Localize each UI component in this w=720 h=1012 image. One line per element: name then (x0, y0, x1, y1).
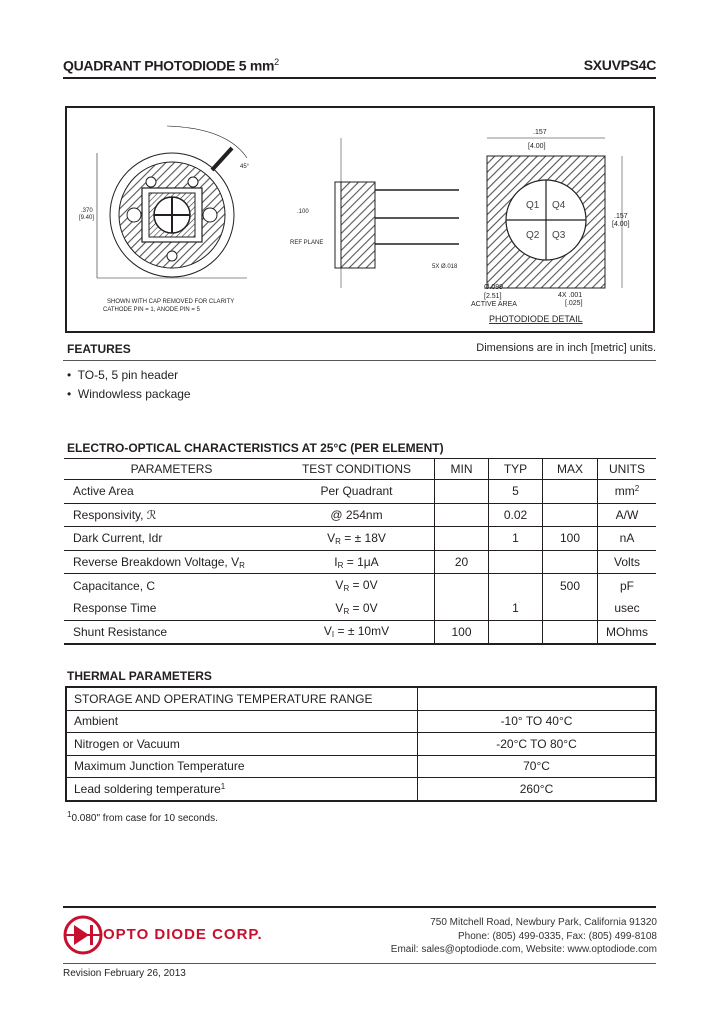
col-units: UNITS (598, 459, 657, 480)
gap-dim: 4X .001 (558, 292, 583, 299)
table-row: Response Time $V_R = 0V$ 1 usec (64, 597, 656, 620)
table-row: Capacitance, C $V_R = 0V$ 500 pF (64, 574, 656, 597)
col-test-conditions: TEST CONDITIONS (279, 459, 435, 480)
thermal-heading: THERMAL PARAMETERS (67, 669, 212, 683)
revision: Revision February 26, 2013 (63, 968, 186, 979)
mechanical-drawing (65, 106, 655, 333)
table-header-row: STORAGE AND OPERATING TEMPERATURE RANGE (66, 687, 656, 710)
company-address: 750 Mitchell Road, Newbury Park, California 91320 (430, 917, 657, 928)
company-phone: Phone: (805) 499-0335, Fax: (805) 499-8108 (457, 930, 657, 942)
photodiode-detail (471, 129, 630, 324)
features-rule (63, 360, 656, 361)
col-max: MAX (543, 459, 598, 480)
thermal-footnote: $^1$0.080" from case for 10 seconds. (67, 810, 218, 824)
quadrant-q3: Q3 (552, 230, 566, 241)
diode-logo-icon (63, 915, 103, 955)
dim-left-1: .370 (81, 208, 93, 214)
quadrant-q2: Q2 (526, 230, 540, 241)
active-dim: Ø.099 (484, 284, 504, 291)
table-row: Maximum Junction Temperature 70°C (66, 755, 656, 778)
eo-table (64, 458, 656, 645)
detail-caption: PHOTODIODE DETAIL (489, 314, 583, 324)
dimensions-note: Dimensions are in inch [metric] units. (476, 342, 656, 354)
thermal-table (65, 686, 657, 802)
lead-label: 5X Ø.018 (432, 264, 458, 270)
ref-plane-label: REF PLANE (290, 240, 324, 246)
company-email: Email: sales@optodiode.com, Website: www.optodiode.com (390, 944, 657, 955)
table-row: Shunt Resistance $V_I$ = ± 10mV 100 MOhms (64, 620, 656, 644)
document-title: QUADRANT PHOTODIODE 5 $mm^2$ (63, 57, 279, 74)
active-dim-metric: [2.51] (484, 293, 502, 300)
detail-height-metric: [4.00] (612, 221, 630, 228)
company-logo (63, 915, 273, 955)
feature-item: • TO-5, 5 pin header (67, 368, 179, 382)
table-row: Nitrogen or Vacuum -20°C TO 80°C (66, 733, 656, 756)
table-row: Lead soldering temperature$^1$ 260°C (66, 778, 656, 801)
dim-angle: 45° (240, 164, 250, 170)
company-address-block (391, 916, 657, 957)
col-typ: TYP (489, 459, 543, 480)
dim-side: .100 (297, 209, 309, 215)
revision-rule (63, 963, 656, 964)
header-rule (63, 77, 656, 79)
feature-item: • Windowless package (67, 387, 191, 401)
detail-width-metric: [4.00] (528, 143, 546, 150)
side-view (290, 138, 459, 288)
dim-left-2: [9.40] (79, 215, 95, 221)
pin-note-1: SHOWN WITH CAP REMOVED FOR CLARITY (107, 299, 235, 305)
table-row: Ambient -10° TO 40°C (66, 710, 656, 733)
active-area-label: ACTIVE AREA (471, 301, 517, 308)
quadrant-q1: Q1 (526, 200, 540, 211)
table-row: Reverse Breakdown Voltage, $V_R$ $I_R = 1\mu A$ 20 Volts (64, 550, 656, 574)
footer-rule (63, 906, 656, 908)
table-row: Active Area Per Quadrant 5 $mm^2$ (64, 480, 656, 504)
table-row: Responsivity, ℛ @ 254nm 0.02 A/W (64, 503, 656, 527)
features-heading: FEATURES (67, 342, 131, 356)
col-parameters: PARAMETERS (64, 459, 279, 480)
detail-width: .157 (533, 129, 547, 136)
col-min: MIN (435, 459, 489, 480)
quadrant-q4: Q4 (552, 200, 566, 211)
gap-dim-metric: [.025] (565, 300, 583, 307)
eo-heading: ELECTRO-OPTICAL CHARACTERISTICS AT 25°C (PER ELEMENT) (67, 441, 444, 455)
drawing-svg (67, 108, 653, 331)
top-view (79, 126, 250, 313)
table-header-row (64, 459, 656, 480)
company-logo-text: OPTO DIODE CORP. (103, 926, 263, 943)
pin-note-2: CATHODE PIN = 1, ANODE PIN = 5 (103, 307, 200, 313)
part-number: SXUVPS4C (583, 57, 656, 73)
detail-height: .157 (614, 213, 628, 220)
table-row: Dark Current, Idr $V_R$ = ± 18V 1 100 nA (64, 527, 656, 551)
